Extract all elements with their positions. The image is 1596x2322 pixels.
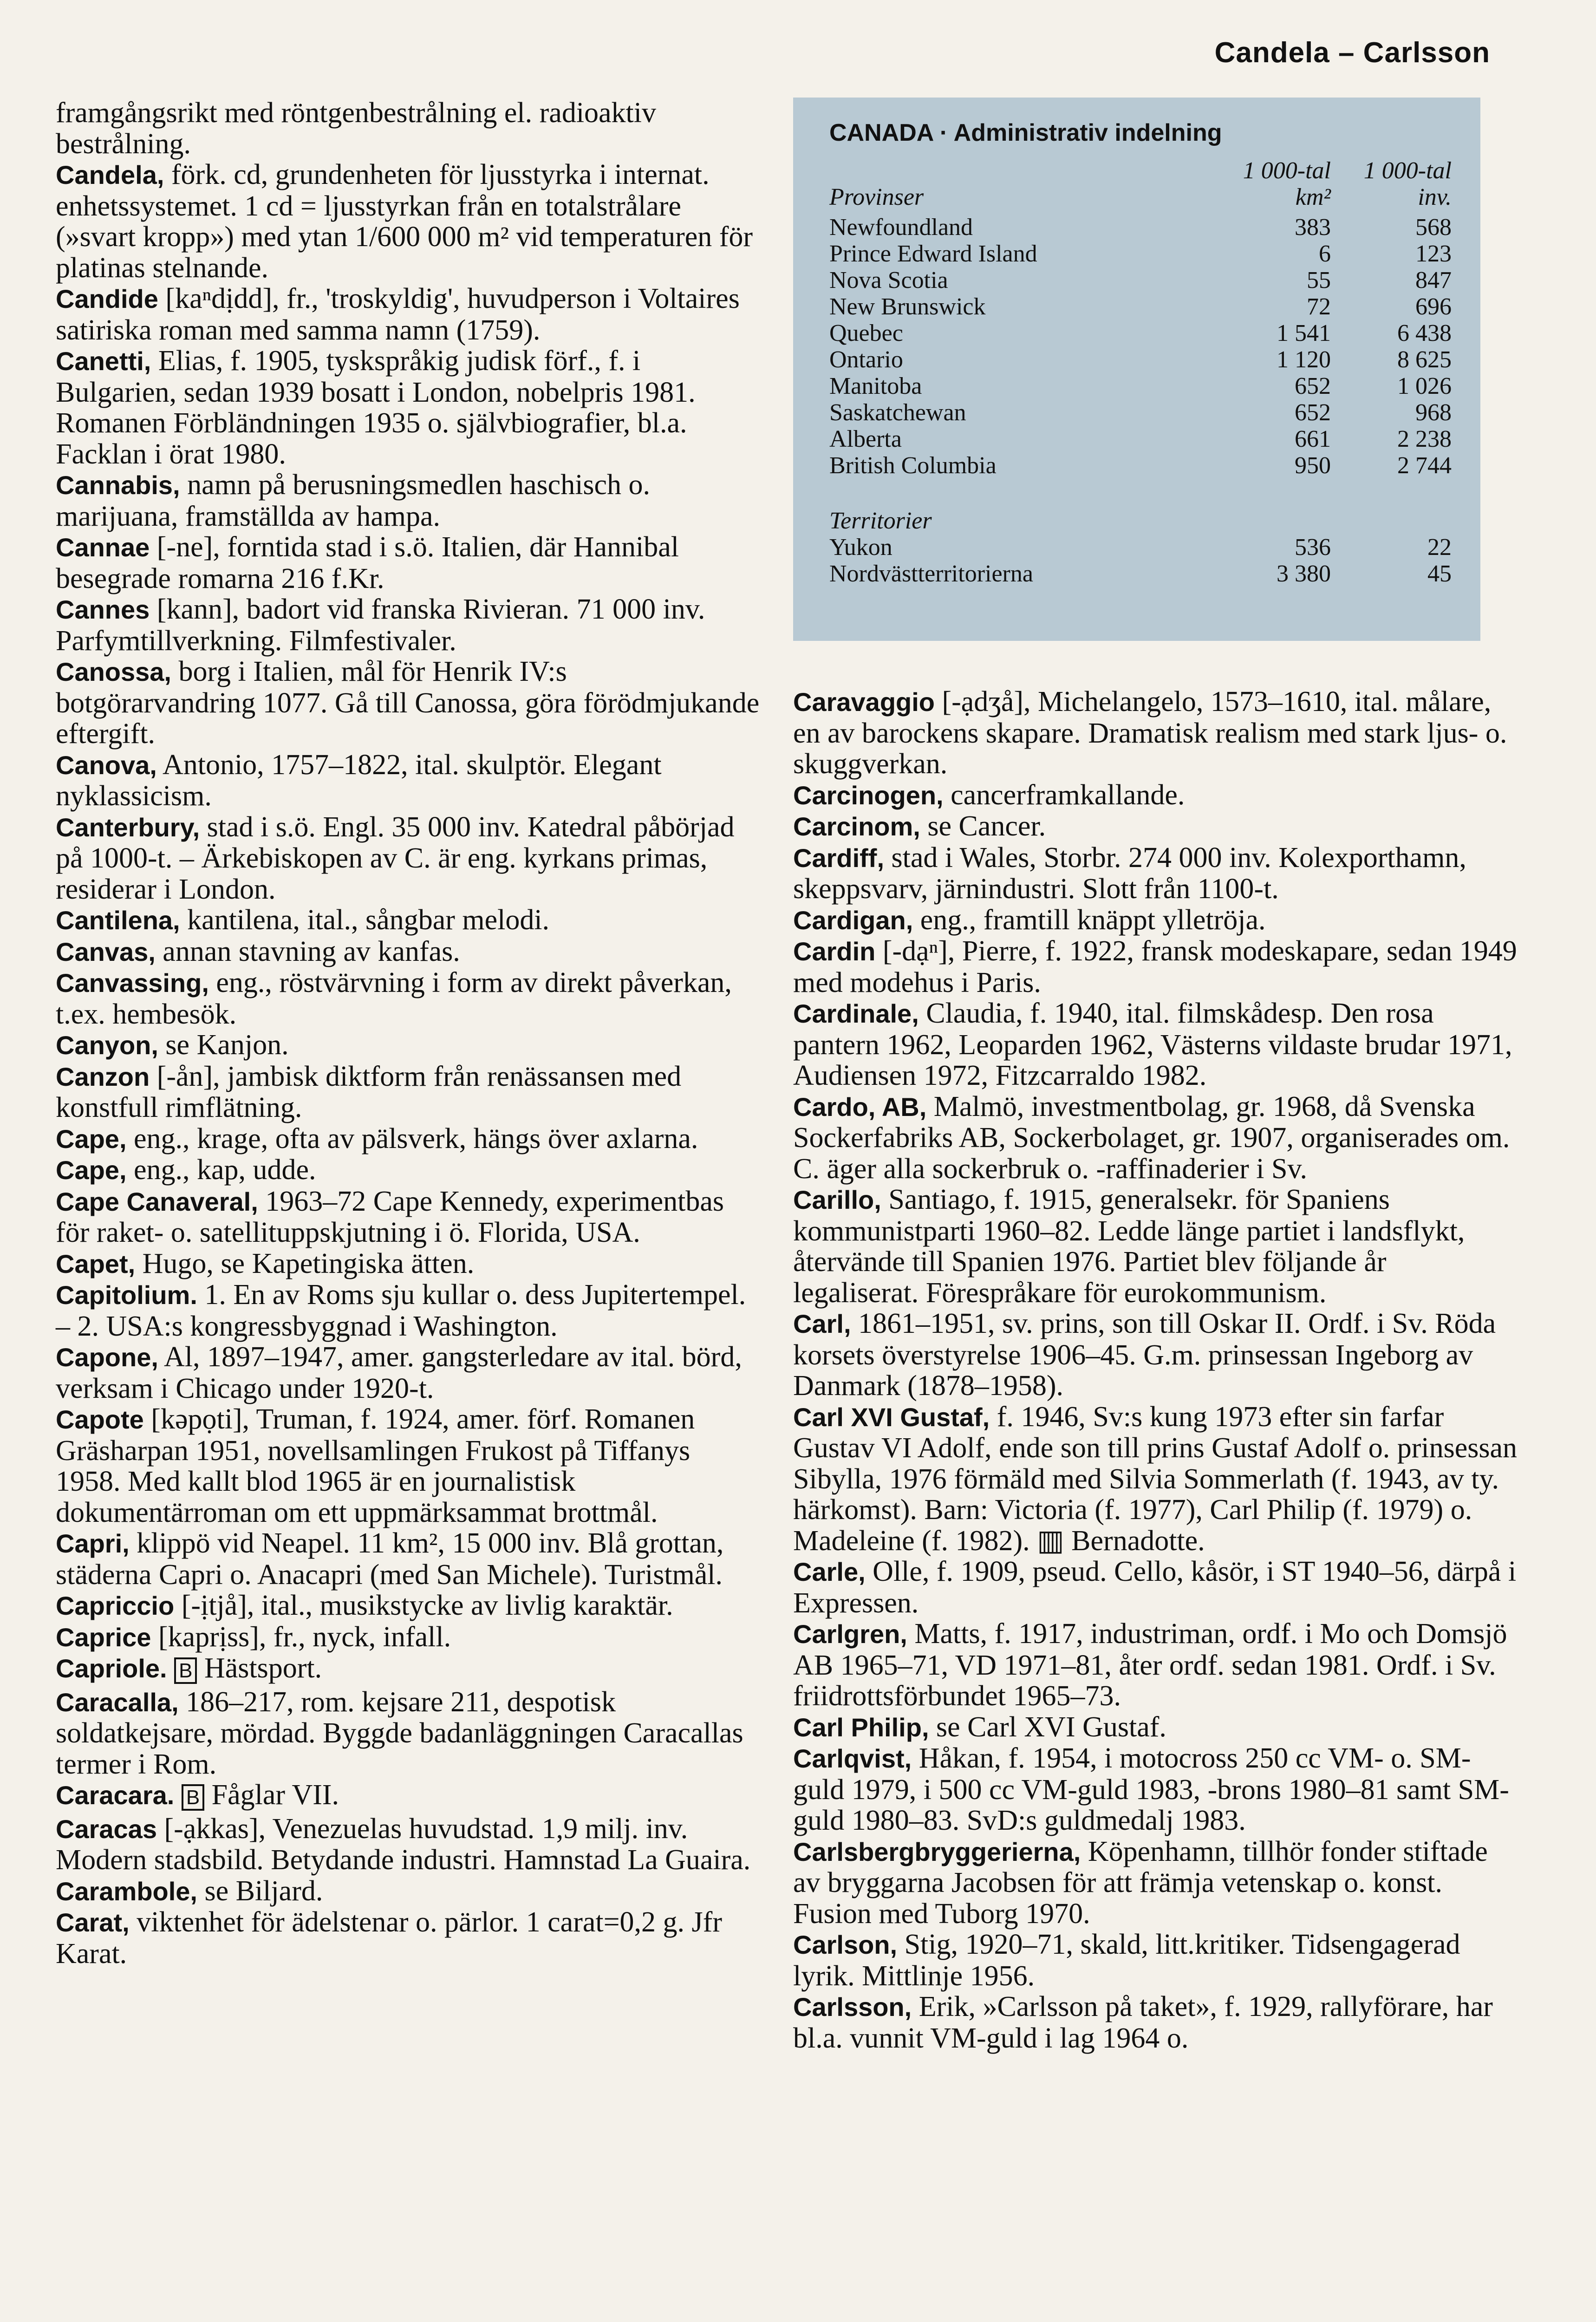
entry-headword: Candide (56, 284, 158, 313)
dictionary-entry (56, 1123, 762, 1155)
entry-headword: Capriccio (56, 1591, 175, 1620)
entry-headword: Candela, (56, 160, 164, 189)
entry-text: [kəpọti], Truman, f. 1924, amer. förf. Romanen Gräsharpan 1951, novellsamlingen Frukost på Tiffanys 1958. Med kallt blod 1965 är en journalistisk dokumentärroman om ett uppmärksammat brottmål. (56, 1403, 695, 1528)
dictionary-entry (793, 1929, 1518, 1991)
dictionary-entry (56, 1528, 762, 1590)
dictionary-entry (56, 1248, 762, 1280)
dictionary-entry (793, 1091, 1518, 1185)
province-rows (829, 214, 1453, 479)
entry-headword: Carl Philip, (793, 1712, 929, 1742)
entry-headword: Carl XVI Gustaf, (793, 1402, 990, 1432)
dictionary-entry (793, 1184, 1518, 1308)
col-area-unit: km² (1295, 184, 1331, 210)
entry-headword: Caracas (56, 1814, 157, 1844)
entry-text: cancerframkallande. (951, 779, 1185, 811)
entry-headword: Caracara. (56, 1781, 175, 1810)
table-row (829, 534, 1453, 561)
population-value: 968 (1415, 399, 1452, 426)
see-illustration-icon: B (182, 1784, 204, 1811)
entry-text: [-dạⁿ], Pierre, f. 1922, fransk modeskapare, sedan 1949 med modehus i Paris. (793, 935, 1517, 998)
entry-text: [-ạdʒå], Michelangelo, 1573–1610, ital. målare, en av barockens skapare. Dramatisk realism med stark ljus- o. skuggverkan. (793, 686, 1507, 780)
dictionary-entry (793, 998, 1518, 1091)
entry-headword: Carlsson, (793, 1992, 912, 2022)
entry-text: stad i s.ö. Engl. 35 000 inv. Katedral påbörjad på 1000-t. – Ärkebiskopen av C. är eng. kyrkans primas, residerar i London. (56, 811, 735, 905)
entry-text: Antonio, 1757–1822, ital. skulptör. Elegant nyklassicism. (56, 749, 662, 812)
entry-headword: Carcinogen, (793, 780, 944, 810)
dictionary-entry (56, 1876, 762, 1907)
entry-headword: Capriole. (56, 1654, 167, 1683)
entry-text: 1861–1951, sv. prins, son till Oskar II. Ordf. i Sv. Röda korsets överstyrelse 1906–45. G.m. prinsessan Ingeborg av Danmark (1878–1958). (793, 1308, 1496, 1402)
dictionary-entry (793, 686, 1518, 780)
entry-headword: Canyon, (56, 1031, 158, 1060)
dictionary-entry (56, 1061, 762, 1123)
dictionary-entry (56, 1653, 762, 1687)
population-value: 6 438 (1397, 320, 1452, 346)
population-value: 847 (1415, 267, 1452, 294)
dictionary-entry (56, 1590, 762, 1622)
entry-headword: Canvas, (56, 937, 156, 966)
region-name: Manitoba (829, 373, 922, 399)
region-name: New Brunswick (829, 294, 986, 320)
entry-text: 1963–72 Cape Kennedy, experimentbas för raket- o. satellituppskjutning i ö. Florida, USA. (56, 1185, 724, 1248)
region-name: Ontario (829, 346, 903, 373)
table-row (829, 399, 1453, 426)
area-value: 72 (1307, 294, 1331, 320)
population-value: 696 (1415, 294, 1452, 320)
dictionary-entry (793, 1836, 1518, 1930)
dictionary-entry (793, 1308, 1518, 1402)
entry-text: viktenhet för ädelstenar o. pärlor. 1 carat=0,2 g. Jfr Karat. (56, 1906, 722, 1970)
entry-text: annan stavning av kanfas. (163, 935, 460, 967)
dictionary-entry (56, 1404, 762, 1528)
table-row (829, 346, 1453, 373)
population-value: 123 (1415, 241, 1452, 267)
left-column (56, 98, 762, 1969)
area-value: 950 (1295, 452, 1331, 479)
dictionary-entry (56, 283, 762, 346)
entry-text: se Carl XVI Gustaf. (936, 1711, 1166, 1743)
entry-text: framgångsrikt med röntgenbestrålning el. radioaktiv bestrålning. (56, 97, 657, 160)
col-pop-header: 1 000-tal (1363, 157, 1452, 184)
entry-text: se Biljard. (204, 1875, 323, 1907)
entry-headword: Carlqvist, (793, 1744, 912, 1773)
area-value: 383 (1295, 214, 1331, 241)
dictionary-entry (56, 750, 762, 812)
entry-text: 186–217, rom. kejsare 211, despotisk soldatkejsare, mördad. Byggde badanläggningen Caracallas termer i Rom. (56, 1686, 743, 1780)
dictionary-entry (793, 1712, 1518, 1743)
dictionary-entry (793, 1618, 1518, 1712)
dictionary-entry (56, 656, 762, 750)
population-value: 45 (1427, 561, 1452, 587)
entry-text: [-ne], forntida stad i s.ö. Italien, där Hannibal besegrade romarna 216 f.Kr. (56, 531, 679, 594)
dictionary-entry (793, 1556, 1518, 1618)
entry-headword: Carle, (793, 1557, 866, 1586)
table-header-units (829, 184, 1453, 210)
entry-text: se Cancer. (927, 810, 1046, 842)
dictionary-entry (56, 967, 762, 1030)
dictionary-entry (56, 532, 762, 594)
entry-text: borg i Italien, mål för Henrik IV:s botgörarvandring 1077. Gå till Canossa, göra förödmjukande eftergift. (56, 656, 760, 750)
dictionary-entry (56, 1622, 762, 1653)
entry-headword: Carl, (793, 1309, 851, 1338)
dictionary-entry (56, 1186, 762, 1248)
entry-text: namn på berusningsmedlen haschisch o. marijuana, framställda av hampa. (56, 469, 651, 532)
dictionary-entry (56, 905, 762, 936)
dictionary-entry (56, 98, 762, 159)
area-value: 1 541 (1277, 320, 1331, 346)
region-name: Alberta (829, 426, 902, 452)
territories-label: Territorier (829, 508, 932, 534)
entry-headword: Capitolium. (56, 1280, 197, 1310)
entry-headword: Caracalla, (56, 1687, 179, 1717)
entry-text: [kaⁿdịdd], fr., 'troskyldig', huvudperson i Voltaires satiriska roman med samma namn (1759). (56, 283, 740, 346)
entry-headword: Cannabis, (56, 470, 180, 500)
area-value: 536 (1295, 534, 1331, 561)
dictionary-entry (56, 936, 762, 968)
dictionary-entry (793, 842, 1518, 905)
area-value: 661 (1295, 426, 1331, 452)
entry-text: [kaprịss], fr., nyck, infall. (158, 1621, 451, 1653)
entry-text: eng., kap, udde. (134, 1154, 316, 1186)
entry-headword: Carcinom, (793, 812, 920, 841)
entry-headword: Canetti, (56, 346, 151, 376)
entry-headword: Carambole, (56, 1876, 197, 1906)
entry-text: eng., krage, ofta av pälsverk, hängs över axlarna. (134, 1122, 698, 1154)
entry-text: Håkan, f. 1954, i motocross 250 cc VM- o. SM-guld 1979, i 500 cc VM-guld 1983, -brons 1980–81 samt SM-guld 1980–83. SvD:s guldmedalj 1983. (793, 1742, 1509, 1836)
entry-headword: Caprice (56, 1622, 151, 1652)
dictionary-entry (56, 1342, 762, 1404)
entry-text: Erik, »Carlsson på taket», f. 1929, rallyförare, har bl.a. vunnit VM-guld i lag 1964 o. (793, 1991, 1493, 2054)
entry-headword: Carlsbergbryggerierna, (793, 1837, 1081, 1866)
population-value: 1 026 (1397, 373, 1452, 399)
table-row (829, 426, 1453, 452)
entry-text: [-ịtjå], ital., musikstycke av livlig karaktär. (181, 1590, 673, 1621)
entry-headword: Cape, (56, 1124, 127, 1154)
population-value: 568 (1415, 214, 1452, 241)
entry-headword: Carlgren, (793, 1619, 907, 1649)
population-value: 8 625 (1397, 346, 1452, 373)
territory-rows (829, 534, 1453, 587)
entry-headword: Capote (56, 1405, 144, 1434)
entry-headword: Canterbury, (56, 812, 200, 842)
entry-headword: Canossa, (56, 657, 171, 686)
dictionary-entry (56, 346, 762, 470)
entry-headword: Carillo, (793, 1185, 881, 1214)
region-name: Prince Edward Island (829, 241, 1037, 267)
entry-headword: Capet, (56, 1249, 136, 1278)
region-name: Nordvästterritorierna (829, 561, 1033, 587)
entry-headword: Canova, (56, 750, 157, 780)
dictionary-entry (56, 159, 762, 283)
entry-text: Hästsport. (204, 1652, 322, 1684)
entry-text: Malmö, investmentbolag, gr. 1968, då Svenska Sockerfabriks AB, Sockerbolaget, gr. 1907, organiserades om. C. äger alla sockerbruk o. -raffinaderier i Sv. (793, 1090, 1510, 1185)
table-row (829, 561, 1453, 587)
entry-headword: Cardin (793, 937, 876, 966)
dictionary-entry (793, 780, 1518, 811)
entry-text: 1. En av Roms sju kullar o. dess Jupitertempel. – 2. USA:s kongressbyggnad i Washington. (56, 1279, 746, 1342)
entry-headword: Cardiff, (793, 843, 884, 873)
table-row (829, 373, 1453, 399)
region-name: British Columbia (829, 452, 997, 479)
table-row (829, 320, 1453, 346)
entry-headword: Cardo, AB, (793, 1092, 927, 1122)
entry-text: f. 1946, Sv:s kung 1973 efter sin farfar Gustav VI Adolf, ende son till prins Gustaf Adolf o. prinsessan Sibylla, 1976 förmäld med Silvia Sommerlath (f. 1943, av ty. härkomst). Barn: Victoria (f. 1977), Carl Philip (f. 1979) o. Madeleine (f. 1982). ▥ Bernadotte. (793, 1401, 1518, 1557)
entry-text: Al, 1897–1947, amer. gangsterledare av ital. börd, verksam i Chicago under 1920-t. (56, 1341, 742, 1404)
canada-table (793, 98, 1480, 641)
entry-headword: Cannes (56, 595, 150, 624)
dictionary-entry (793, 1991, 1518, 2054)
entry-headword: Capone, (56, 1343, 158, 1372)
entry-text: Olle, f. 1909, pseud. Cello, kåsör, i ST 1940–56, därpå i Expressen. (793, 1556, 1517, 1619)
dictionary-entry (56, 470, 762, 532)
dictionary-entry (56, 1154, 762, 1186)
area-value: 652 (1295, 399, 1331, 426)
see-illustration-icon: B (174, 1657, 197, 1684)
entry-headword: Cardigan, (793, 905, 913, 935)
region-name: Quebec (829, 320, 903, 346)
entry-headword: Cantilena, (56, 906, 180, 935)
col-area-header: 1 000-tal (1243, 157, 1331, 184)
region-name: Yukon (829, 534, 892, 561)
region-name: Saskatchewan (829, 399, 966, 426)
population-value: 22 (1427, 534, 1452, 561)
area-value: 1 120 (1277, 346, 1331, 373)
entry-text: klippö vid Neapel. 11 km², 15 000 inv. Blå grottan, städerna Capri o. Anacapri (med San Michele). Turistmål. (56, 1527, 724, 1591)
dictionary-entry (56, 1279, 762, 1342)
entry-text: Matts, f. 1917, industriman, ordf. i Mo och Domsjö AB 1965–71, VD 1971–81, åter ordf. sedan 1981. Ordf. i Sv. friidrottsförbundet 1965–73. (793, 1618, 1507, 1712)
entry-headword: Canvassing, (56, 968, 209, 998)
dictionary-entry (793, 905, 1518, 936)
entry-text: Stig, 1920–71, skald, litt.kritiker. Tidsengagerad lyrik. Mittlinje 1956. (793, 1929, 1460, 1992)
entry-text: Köpenhamn, tillhör fonder stiftade av bryggarna Jacobsen för att främja vetenskap o. konst. Fusion med Tuborg 1970. (793, 1835, 1488, 1930)
area-value: 3 380 (1277, 561, 1331, 587)
entry-text: Hugo, se Kapetingiska ätten. (142, 1247, 475, 1279)
entry-headword: Carlson, (793, 1930, 898, 1959)
table-title: CANADA · Administrativ indelning (829, 119, 1222, 146)
dictionary-entry (56, 594, 762, 656)
entry-headword: Cape, (56, 1155, 127, 1185)
col-pop-unit: inv. (1418, 184, 1452, 210)
table-row (829, 267, 1453, 294)
dictionary-entry (793, 936, 1518, 998)
table-row (829, 452, 1453, 479)
right-column (793, 686, 1518, 2054)
population-value: 2 238 (1397, 426, 1452, 452)
dictionary-entry (56, 1030, 762, 1061)
entry-text: eng., röstvärvning i form av direkt påverkan, t.ex. hembesök. (56, 967, 732, 1030)
entry-text: stad i Wales, Storbr. 274 000 inv. Kolexporthamn, skeppsvarv, järnindustri. Slott från 1100-t. (793, 841, 1466, 905)
region-name: Newfoundland (829, 214, 973, 241)
table-header-top (829, 157, 1453, 184)
table-row (829, 214, 1453, 241)
table-row (829, 294, 1453, 320)
region-name: Nova Scotia (829, 267, 948, 294)
dictionary-entry (56, 1687, 762, 1780)
entry-text: se Kanjon. (165, 1029, 289, 1061)
page-header: Candela – Carlsson (1214, 37, 1490, 69)
dictionary-entry (56, 1813, 762, 1876)
table-row (829, 241, 1453, 267)
entry-text: förk. cd, grundenheten för ljusstyrka i internat. enhetssystemet. 1 cd = ljusstyrkan från en totalstrålare (»svart kropp») med ytan 1/600 000 m² vid temperaturen för platinas stelnande. (56, 159, 753, 284)
entry-text: eng., framtill knäppt ylletröja. (920, 904, 1266, 936)
entry-text: Fåglar VII. (211, 1779, 339, 1811)
entry-text: Elias, f. 1905, tyskspråkig judisk förf., f. i Bulgarien, sedan 1939 bosatt i London, nobelpris 1981. Romanen Förbländningen 1935 o. självbiografier, bl.a. Facklan i örat 1980. (56, 345, 696, 470)
col-provinces-header: Provinser (829, 184, 924, 210)
dictionary-entry (56, 1907, 762, 1969)
entry-text: Santiago, f. 1915, generalsekr. för Spaniens kommunistparti 1960–82. Ledde länge partiet i landsflykt, återvände till Spanien 1976. Partiet blev följande år legaliserat. Förespråkare för eurokommunism. (793, 1184, 1465, 1309)
entry-text: Claudia, f. 1940, ital. filmskådesp. Den rosa pantern 1962, Leoparden 1962, Västerns vildaste brudar 1971, Audiensen 1972, Fitzcarraldo 1982. (793, 998, 1512, 1091)
entry-text: [-ån], jambisk diktform från renässansen med konstfull rimflätning. (56, 1060, 682, 1123)
entry-headword: Carat, (56, 1908, 130, 1937)
entry-headword: Cape Canaveral, (56, 1187, 258, 1216)
area-value: 55 (1307, 267, 1331, 294)
entry-headword: Caravaggio (793, 687, 935, 717)
entry-text: [-ạkkas], Venezuelas huvudstad. 1,9 milj. inv. Modern stadsbild. Betydande industri. Hamnstad La Guaira. (56, 1813, 751, 1876)
entry-headword: Cannae (56, 533, 150, 562)
dictionary-entry (793, 1402, 1518, 1557)
area-value: 6 (1319, 241, 1331, 267)
dictionary-entry (793, 1743, 1518, 1836)
population-value: 2 744 (1397, 452, 1452, 479)
entry-text: [kann], badort vid franska Rivieran. 71 000 inv. Parfymtillverkning. Filmfestivaler. (56, 594, 705, 657)
dictionary-entry (56, 1780, 762, 1813)
dictionary-entry (793, 811, 1518, 842)
dictionary-entry (56, 812, 762, 905)
entry-headword: Canzon (56, 1062, 150, 1091)
entry-text: kantilena, ital., sångbar melodi. (187, 904, 550, 936)
entry-headword: Cardinale, (793, 999, 919, 1028)
entry-headword: Capri, (56, 1529, 130, 1558)
area-value: 652 (1295, 373, 1331, 399)
